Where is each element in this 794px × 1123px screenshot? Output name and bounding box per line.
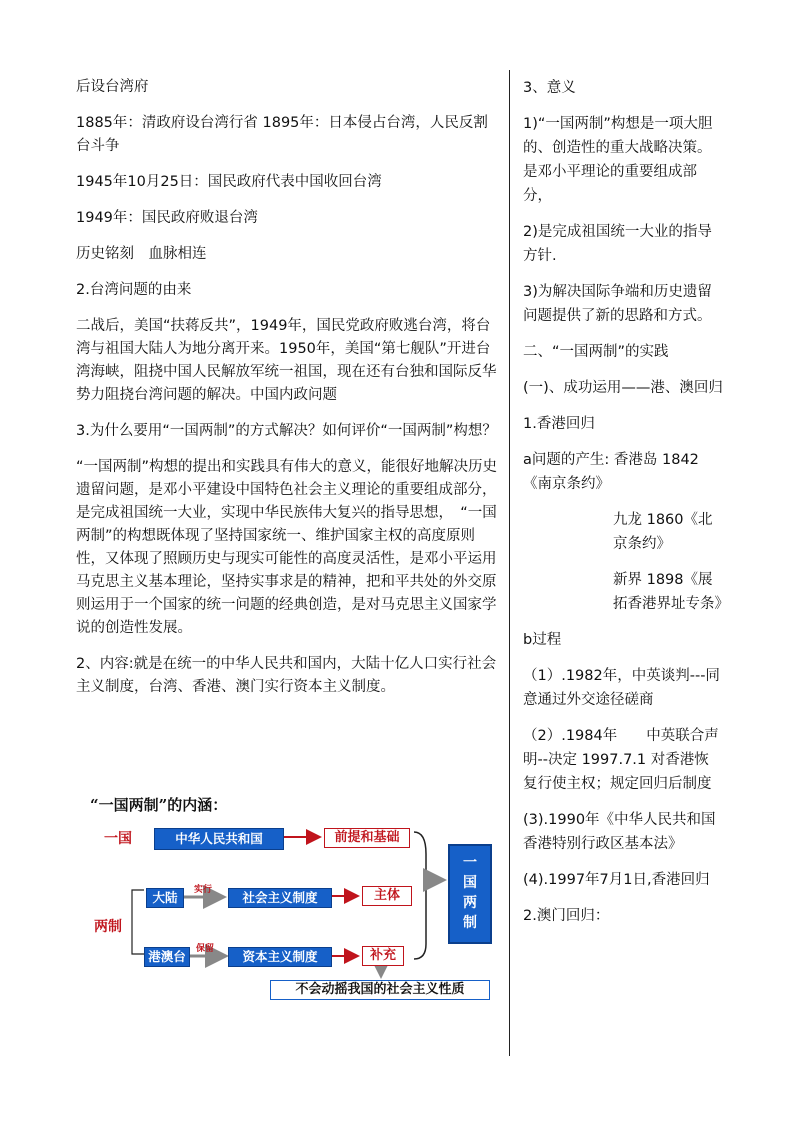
process-1990: (3).1990年《中华人民共和国香港特别行政区基本法》 [523,812,716,852]
big-box-char-1: 一 [463,855,477,871]
one-country-two-systems-diagram [76,794,496,1004]
process-1984: （2）.1984年 中英联合声明--决定 1997.7.1 对香港恢复行使主权；规定回归后制度 [523,728,719,792]
label-keep: 保留 [196,944,215,954]
box-capitalist-system: 资本主义制度 [228,947,332,967]
box-hk-macao-taiwan: 港澳台 [144,947,190,967]
paragraph-1949: 1949年：国民政府败退台湾 [76,210,258,226]
significance-3: 3)为解决国际争端和历史遗留问题提供了新的思路和方式。 [523,284,712,324]
hk-origin-kowloon: 九龙 1860《北京条约》 [613,512,713,552]
label-two-systems: 两制 [94,919,122,935]
paragraph-evaluation: “一国两制”构想的提出和实践具有伟大的意义，能很好地解决历史遗留问题，是邓小平建设中国特色社会主义理论的重要组成部分，是完成祖国统一大业，实现中华民族伟大复兴的指导思想， “一国两制”的构想既体现了坚持国家统一、维护国家主权的高度原则性，又体现了照顾历史与现实可能性的高度灵活性，是邓小平运用马克思主义基本理论，坚持实事求是的精神，把和平共处的外交原则运用于一个国家的统一问题的经典创造，是对马克思主义国家学说的创造性发展。 [76,459,498,636]
paragraph-taiwan-origin: 二战后，美国“扶蒋反共”，1949年，国民党政府败逃台湾，将台湾与祖国大陆人为地分离开来。1950年，美国“第七舰队”开进台湾海峡，阻挠中国人民解放军统一祖国，现在还有台独和国际反华势力阻挠台湾问题的解决。中国内政问题 [76,318,497,403]
label-one-country: 一国 [104,831,132,847]
heading-hk-return: 1.香港回归 [523,416,595,432]
diagram-title: “一国两制”的内涵： [90,796,228,814]
right-brace [414,832,434,959]
big-box-char-3: 两 [463,895,477,911]
heading-taiwan-origin: 2.台湾问题的由来 [76,282,192,298]
box-main-body: 主体 [362,886,412,906]
hk-origin-new-territories: 新界 1898《展拓香港界址专条》 [613,572,729,612]
paragraph-1945: 1945年10月25日：国民政府代表中国收回台湾 [76,174,382,190]
box-supplement: 补充 [362,946,404,966]
process-1982: （1）.1982年，中英谈判---同意通过外交途径磋商 [523,668,720,708]
paragraph-history: 历史铭刻 血脉相连 [76,246,207,262]
hk-origin-hk-island: a问题的产生: 香港岛 1842《南京条约》 [523,452,699,492]
heading-macao-return: 2.澳门回归： [523,908,610,924]
box-premise: 前提和基础 [324,828,410,848]
big-box-one-country-two-systems [448,844,492,944]
big-box-char-4: 制 [463,915,477,931]
big-box-char-2: 国 [463,875,477,891]
heading-success: (一)、成功运用——港、澳回归 [523,380,723,396]
paragraph-taiwan-prefecture: 后设台湾府 [76,79,149,95]
heading-process: b过程 [523,632,562,648]
process-1997: (4).1997年7月1日,香港回归 [523,872,710,888]
heading-practice: 二、“一国两制”的实践 [523,344,669,360]
significance-1: 1)“一国两制”构想是一项大胆的、创造性的重大战略决策。是邓小平理论的重要组成部分， [523,116,713,204]
box-mainland: 大陆 [146,888,184,908]
left-column [76,76,498,712]
heading-why-one-country: 3.为什么要用“一国两制”的方式解决？如何评价“一国两制”构想？ [76,423,497,439]
two-systems-bracket [132,890,144,954]
box-socialist-system: 社会主义制度 [228,888,332,908]
paragraph-content: 2、内容:就是在统一的中华人民共和国内，大陆十亿人口实行社会主义制度，台湾、香港、澳门实行资本主义制度。 [76,656,497,695]
significance-2: 2)是完成祖国统一大业的指导方针. [523,224,712,264]
paragraph-1885: 1885年：清政府设台湾行省 1895年：日本侵占台湾，人民反割台斗争 [76,115,488,154]
box-prc: 中华人民共和国 [154,828,284,850]
label-practice: 实行 [194,885,213,895]
box-socialist-nature: 不会动摇我国的社会主义性质 [270,980,490,1000]
column-divider [509,70,510,1056]
right-column [523,76,729,940]
heading-significance: 3、意义 [523,80,576,96]
